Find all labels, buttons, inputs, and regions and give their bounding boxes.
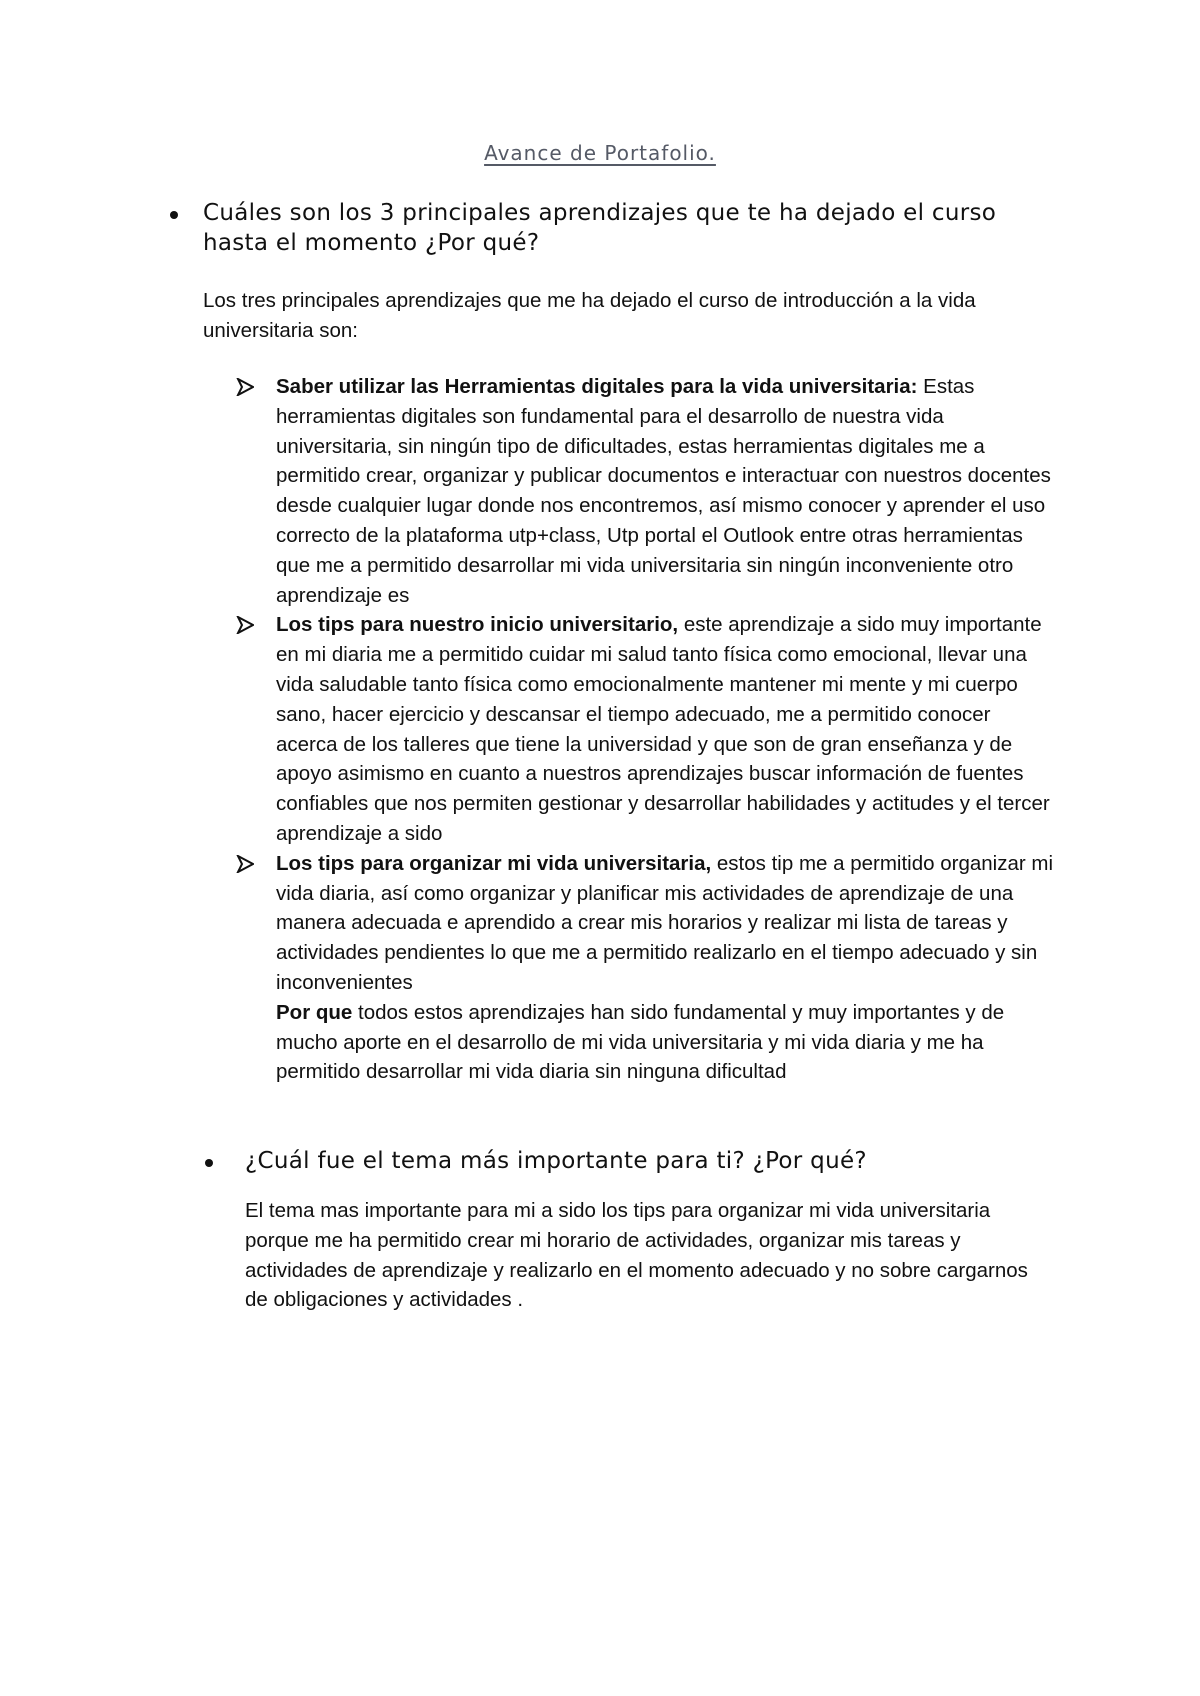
list-item-heading: Los tips para nuestro inicio universitario,: [276, 613, 679, 637]
conclusion-body: todos estos aprendizajes han sido fundamental y muy importantes y de mucho aporte en el desarrollo de mi vida universitaria y mi vida diaria y me ha permitido desarrollar mi vida diaria sin ninguna dificultad: [276, 1000, 1005, 1084]
question-2: [205, 1146, 1045, 1176]
question-1: [170, 198, 1050, 258]
bullet-icon: [170, 211, 178, 219]
question-2-text: ¿Cuál fue el tema más importante para ti? ¿Por qué?: [245, 1148, 867, 1174]
arrow-bullet-icon: [236, 855, 254, 873]
list-item: [236, 610, 1056, 848]
list-item: [236, 372, 1056, 610]
list-item-heading: Los tips para organizar mi vida universitaria,: [276, 851, 712, 875]
bullet-icon: [205, 1159, 213, 1167]
answer-2-paragraph: El tema mas importante para mi a sido los tips para organizar mi vida universitaria porque me ha permitido crear mi horario de actividades, organizar mis tareas y actividades de aprendizaje y realizarlo en el momento adecuado y no sobre cargarnos de obligaciones y actividades .: [245, 1199, 1028, 1312]
arrow-bullet-icon: [236, 616, 254, 634]
list-item-heading: Saber utilizar las Herramientas digitales para la vida universitaria:: [276, 375, 918, 398]
conclusion-paragraph: [236, 998, 1056, 1087]
document-title: Avance de Portafolio.: [484, 141, 716, 165]
intro-paragraph: Los tres principales aprendizajes que me ha dejado el curso de introducción a la vida universitaria son:: [203, 289, 976, 342]
list-item-body: este aprendizaje a sido muy importante en mi diaria me a permitido cuidar mi salud tanto física como emocional, llevar una vida saludable tanto física como emocionalmente mantener mi mente y mi cuerpo sano, hacer ejercicio y descansar el tiempo adecuado, me a permitido conocer acerca de los talleres que tiene la universidad y que son de gran enseñanza y de apoyo asimismo en cuanto a nuestros aprendizajes buscar información de fuentes confiables que nos permiten gestionar y desarrollar habilidades y actitudes y el tercer aprendizaje a sido: [276, 613, 1050, 845]
learnings-list: [236, 372, 1056, 1087]
question-1-text: Cuáles son los 3 principales aprendizajes que te ha dejado el curso hasta el momento ¿Por qué?: [203, 200, 997, 256]
list-item: [236, 849, 1056, 998]
arrow-bullet-icon: [236, 378, 254, 396]
conclusion-heading: Por que: [276, 1000, 353, 1024]
list-item-body: estos tip me a permitido organizar mi vida diaria, así como organizar y planificar mis actividades de aprendizaje de una manera adecuada e aprendido a crear mis horarios y realizar mi lista de tareas y actividades pendientes lo que me a permitido realizarlo en el tiempo adecuado y sin inconvenientes: [276, 851, 1054, 994]
list-item-body: Estas herramientas digitales son fundamental para el desarrollo de nuestra vida universitaria, sin ningún tipo de dificultades, estas herramientas digitales me a permitido crear, organizar y publicar documentos e interactuar con nuestros docentes desde cualquier lugar donde nos encontremos, así mismo conocer y aprender el uso correcto de la plataforma utp+class, Utp portal el Outlook entre otras herramientas que me a permitido desarrollar mi vida universitaria sin ningún inconveniente otro aprendizaje es: [276, 375, 1051, 607]
